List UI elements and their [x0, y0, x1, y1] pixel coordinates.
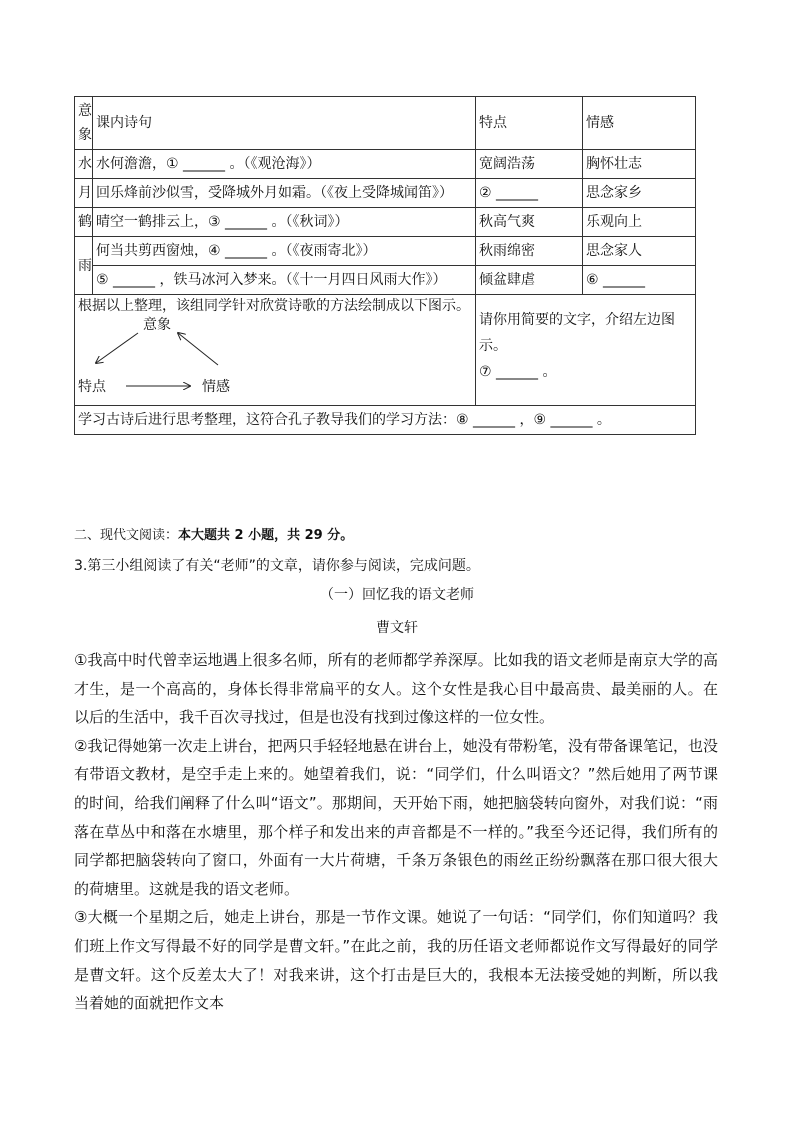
article-paragraph: ②我记得她第一次走上讲台，把两只手轻轻地悬在讲台上，她没有带粉笔，没有带备课笔记，也没有带语文教材，是空手走上来的。她望着我们，说：“同学们，什么叫语文？”然后她用了两节课的时间，给我们阐释了什么叫“语文”。那期间，天开始下雨，她把脑袋转向窗外，对我们说：“雨落在草丛中和落在水塘里，那个样子和发出来的声音都是不一样的。”我至今还记得，我们所有的同学都把脑袋转向了窗口，外面有一大片荷塘，千条万条银色的雨丝正纷纷飘落在那口很大很大的荷塘里。这就是我的语文老师。 — [74, 736, 718, 898]
table-row — [75, 266, 696, 295]
section-detail: 本大题共 2 小题，共 29 分。 — [178, 528, 354, 543]
section-prefix: 二、现代文阅读： — [74, 528, 179, 543]
cell-poem: 回乐烽前沙似雪，受降城外月如霜。（《夜上受降城闻笛》） — [93, 179, 476, 208]
article-author: 曹文轩 — [376, 620, 418, 636]
article-title: （一）回忆我的语文老师 — [320, 587, 474, 603]
cell-image: 鹤 — [75, 208, 93, 237]
cell-emotion: 胸怀壮志 — [583, 150, 696, 179]
header-poem: 课内诗句 — [93, 97, 476, 150]
cell-poem: 何当共剪西窗烛，④ ______ 。（《夜雨寄北》） — [93, 237, 476, 266]
prompt-blank: ⑦ ______ 。 — [479, 364, 557, 380]
cell-poem: 晴空一鹤排云上，③ ______ 。（《秋词》） — [93, 208, 476, 237]
cell-emotion: 乐观向上 — [583, 208, 696, 237]
cell-emotion: 思念家乡 — [583, 179, 696, 208]
header-emotion: 情感 — [583, 97, 696, 150]
table-row — [75, 237, 696, 266]
cell-image: 雨 — [75, 237, 93, 295]
cell-trait: 秋高气爽 — [476, 208, 583, 237]
header-image: 意象 — [75, 97, 93, 150]
cell-trait: 倾盆肆虐 — [476, 266, 583, 295]
footer-cell: 学习古诗后进行思考整理，这符合孔子教导我们的学习方法：⑧ ______ ，⑨ ______ 。 — [75, 406, 696, 435]
poetry-table — [74, 96, 696, 435]
prompt-text: 请你用简要的文字，介绍左边图示。 — [479, 312, 675, 354]
cell-trait: ② ______ — [476, 179, 583, 208]
node-trait: 特点 — [78, 379, 106, 395]
table-row — [75, 150, 696, 179]
section-heading — [74, 524, 353, 543]
method-diagram — [78, 295, 472, 405]
diagram-note: 根据以上整理，该组同学针对欣赏诗歌的方法绘制成以下图示。 — [78, 298, 470, 314]
article-paragraph: ①我高中时代曾幸运地遇上很多名师，所有的老师都学养深厚。比如我的语文老师是南京大学的高才生，是一个高高的，身体长得非常扁平的女人。这个女性是我心目中最高贵、最美丽的人。在以后的生活中，我千百次寻找过，但是也没有找到过像这样的一位女性。 — [74, 651, 718, 727]
cell-trait: 秋雨绵密 — [476, 237, 583, 266]
article-body — [74, 646, 718, 1018]
diagram-row — [75, 295, 696, 406]
table-row — [75, 179, 696, 208]
question-intro: 3.第三小组阅读了有关“老师”的文章，请你参与阅读，完成问题。 — [74, 558, 480, 574]
article-paragraph: ③大概一个星期之后，她走上讲台，那是一节作文课。她说了一句话：“同学们，你们知道吗？我们班上作文写得最不好的同学是曹文轩。”在此之前，我的历任语文老师都说作文写得最好的同学是曹文轩。这个反差太大了！对我来讲，这个打击是巨大的，我根本无法接受她的判断，所以我当着她的面就把作文本 — [74, 908, 718, 1013]
cell-trait: 宽阔浩荡 — [476, 150, 583, 179]
header-trait: 特点 — [476, 97, 583, 150]
cell-image: 水 — [75, 150, 93, 179]
cell-poem: 水何澹澹，① ______ 。（《观沧海》） — [93, 150, 476, 179]
cell-emotion: 思念家人 — [583, 237, 696, 266]
arrow-emotion-to-image — [178, 333, 218, 365]
cell-poem: ⑤ ______ ，铁马冰河入梦来。（《十一月四日风雨大作》） — [93, 266, 476, 295]
diagram-cell — [75, 295, 476, 406]
cell-emotion: ⑥ ______ — [583, 266, 696, 295]
table-row — [75, 208, 696, 237]
footer-row — [75, 406, 696, 435]
cell-image: 月 — [75, 179, 93, 208]
node-image: 意象 — [143, 317, 171, 333]
arrow-image-to-trait — [96, 333, 138, 363]
node-emotion: 情感 — [202, 379, 230, 395]
prompt-cell — [476, 295, 696, 406]
table-header-row — [75, 97, 696, 150]
